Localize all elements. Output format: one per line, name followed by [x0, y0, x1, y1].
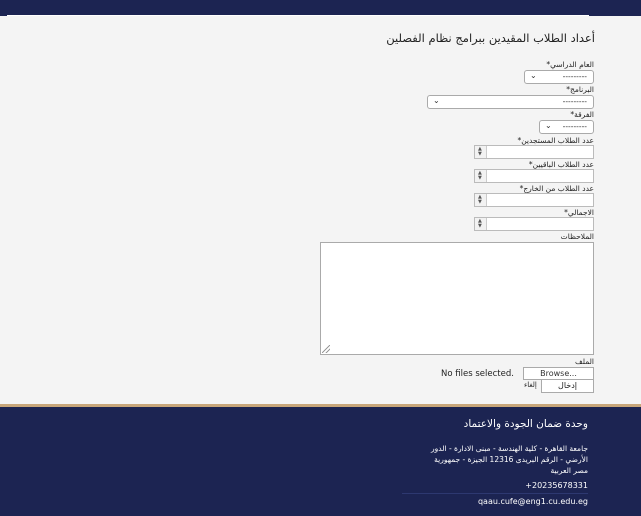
- new-students-input[interactable]: [474, 145, 594, 159]
- spin-up-icon: ▲: [478, 194, 482, 200]
- number-spinner[interactable]: [475, 194, 487, 206]
- number-spinner[interactable]: [475, 218, 487, 230]
- footer-separator: [402, 493, 588, 494]
- spin-up-icon: ▲: [478, 146, 482, 152]
- new-students-label: عدد الطلاب المستجدين*: [517, 136, 594, 145]
- total-input[interactable]: [474, 217, 594, 231]
- resize-grip-icon[interactable]: [322, 345, 330, 353]
- chevron-down-icon: ⌄: [530, 71, 537, 80]
- program-label: البرنامج*: [566, 85, 594, 94]
- level-label: الفرقة*: [570, 110, 594, 119]
- notes-label: الملاحظات: [560, 232, 594, 241]
- top-navbar: [0, 0, 641, 16]
- number-spinner[interactable]: [475, 146, 487, 158]
- cancel-link[interactable]: إلغاء: [524, 381, 537, 389]
- repeat-students-input[interactable]: [474, 169, 594, 183]
- footer-address: جامعة القاهرة - كلية الهندسة - مبنى الادارة - الدور الأرضي - الرقم البريدى 12316 الجيزة - جمهورية مصر العربية: [431, 444, 588, 475]
- total-label: الاجمالي*: [564, 208, 594, 217]
- footer-title: وحدة ضمان الجودة والاعتماد: [463, 418, 588, 430]
- spin-down-icon: ▼: [478, 199, 482, 205]
- chevron-down-icon: ⌄: [433, 96, 440, 105]
- program-select-value: ---------: [562, 97, 587, 106]
- chevron-down-icon: ⌄: [545, 121, 552, 130]
- spin-up-icon: ▲: [478, 218, 482, 224]
- level-select[interactable]: [539, 120, 594, 134]
- external-students-label: عدد الطلاب من الخارج*: [519, 184, 594, 193]
- year-select-value: ---------: [562, 72, 587, 81]
- program-select[interactable]: [427, 95, 594, 109]
- footer-email[interactable]: qaau.cufe@eng1.cu.edu.eg: [477, 497, 588, 506]
- number-spinner[interactable]: [475, 170, 487, 182]
- footer-phone: +20235678331: [525, 481, 588, 490]
- year-label: العام الدراسي*: [546, 60, 594, 69]
- spin-down-icon: ▼: [478, 223, 482, 229]
- notes-textarea[interactable]: [320, 242, 594, 355]
- browse-button[interactable]: Browse...: [523, 367, 594, 380]
- spin-up-icon: ▲: [478, 170, 482, 176]
- external-students-input[interactable]: [474, 193, 594, 207]
- level-select-value: ---------: [562, 122, 587, 131]
- file-status: No files selected.: [441, 369, 514, 379]
- footer: [0, 407, 641, 516]
- submit-button[interactable]: إدخال: [541, 379, 594, 393]
- page-title: أعداد الطلاب المقيدين ببرامج نظام الفصلين: [386, 31, 595, 45]
- spin-down-icon: ▼: [478, 175, 482, 181]
- year-select[interactable]: [524, 70, 594, 84]
- repeat-students-label: عدد الطلاب الباقيين*: [528, 160, 594, 169]
- file-label: الملف: [575, 357, 594, 366]
- spin-down-icon: ▼: [478, 151, 482, 157]
